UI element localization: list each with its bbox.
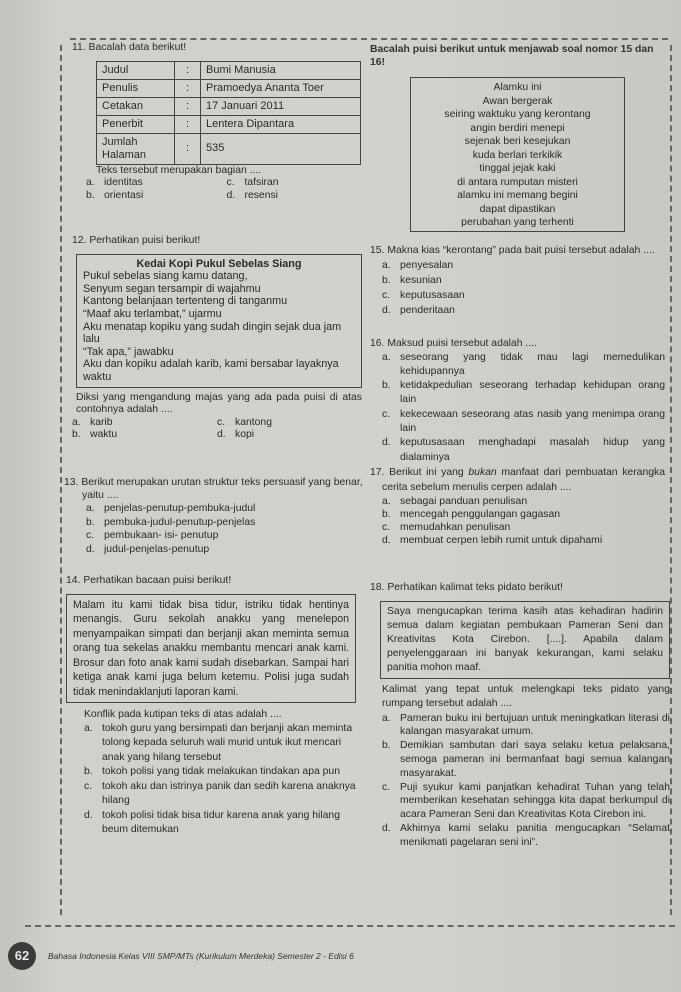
question-12 [72, 235, 362, 442]
option-a[interactable] [72, 417, 217, 430]
options [86, 502, 364, 556]
option-letter: a. [382, 712, 391, 724]
option-a[interactable] [382, 258, 665, 273]
poem-line: tinggal jejak kaki [479, 163, 556, 175]
option-c[interactable] [382, 408, 665, 437]
option-d[interactable] [86, 543, 364, 557]
option-text: Pameran buku ini bertujuan untuk meningkatkan literasi di kalangan masyarakat umum. [400, 712, 670, 738]
option-b[interactable] [72, 429, 217, 442]
question-13 [64, 477, 364, 556]
options [382, 495, 665, 547]
poem-line: Aku dan kopiku adalah karib, kami bersabar layaknya waktu [83, 358, 339, 383]
option-letter: c. [217, 416, 226, 428]
dashed-border-bottom [25, 925, 675, 927]
option-letter: d. [382, 437, 391, 449]
question-title: 12. Perhatikan puisi berikut! [72, 235, 201, 246]
field-label: Cetakan [97, 97, 175, 115]
option-c[interactable] [86, 529, 364, 543]
option-text: identitas [104, 177, 143, 189]
option-c[interactable] [84, 780, 356, 809]
poem-line: Pukul sebelas siang kamu datang, [83, 270, 248, 283]
option-text: keputusasaan [400, 289, 465, 301]
option-text: seseorang yang tidak mau lagi memedulikan kehidupannya [400, 351, 665, 377]
separator: : [175, 97, 201, 115]
option-letter: b. [382, 509, 391, 520]
option-letter: a. [382, 351, 391, 363]
options [72, 417, 362, 442]
poem-line: Aku menatap kopiku yang sudah dingin sejak dua jam lalu [83, 320, 342, 346]
option-letter: d. [382, 535, 391, 546]
option-text: kantong [235, 416, 272, 428]
option-letter: c. [84, 780, 93, 792]
field-label: Penulis [97, 79, 175, 97]
option-b[interactable] [84, 765, 356, 780]
option-letter: c. [382, 289, 391, 301]
poem-line: Alamku ini [493, 82, 542, 94]
option-letter: a. [72, 416, 81, 428]
poem-line: di antara rumputan misteri [457, 176, 578, 188]
option-letter: c. [382, 408, 391, 420]
question-title: 16. Maksud puisi tersebut adalah .... [370, 338, 537, 349]
options [86, 177, 367, 202]
option-text: penjelas-penutup-pembuka-judul [104, 503, 256, 515]
option-letter: b. [84, 766, 93, 778]
options [382, 258, 665, 318]
field-value: Pramoedya Ananta Toer [201, 79, 361, 97]
option-b[interactable] [382, 739, 670, 780]
option-text: Akhirnya kami selaku panitia mengucapkan “Selamat menikmati pagelaran seni ini”. [400, 822, 670, 848]
option-letter: d. [217, 429, 226, 441]
option-text: orientasi [104, 189, 144, 201]
poem-line: kuda berlari terkikik [472, 149, 563, 161]
question-title: 17. Berikut ini yang bukan manfaat dari pembuatan kerangka cerita sebelum menulis cerpen adalah .... [370, 467, 665, 493]
options [382, 712, 670, 850]
question-title: 11. Bacalah data berikut! [72, 42, 187, 53]
poem-line: seiring waktuku yang kerontang [444, 109, 591, 121]
question-15 [370, 245, 665, 318]
option-text: penderitaan [400, 304, 455, 316]
option-letter: b. [72, 429, 81, 441]
question-text: Diksi yang mengandung majas yang ada pada puisi di atas contohnya adalah .... [76, 391, 362, 416]
option-text: kekecewaan seseorang atas nasib yang menimpa orang lain [400, 408, 665, 435]
option-b[interactable] [382, 508, 665, 521]
option-d[interactable] [382, 436, 665, 465]
option-letter: a. [86, 503, 95, 515]
option-text: memudahkan penulisan [400, 522, 511, 533]
poem-line: Kantong belanjaan tertenteng di tanganmu [83, 295, 288, 308]
separator: : [175, 115, 201, 133]
option-letter: d. [86, 543, 95, 555]
option-c[interactable] [382, 288, 665, 303]
question-text: Konflik pada kutipan teks di atas adalah .... [84, 709, 282, 721]
page-number: 62 [8, 942, 36, 970]
question-16 [370, 338, 665, 465]
poem-title: Kedai Kopi Pukul Sebelas Siang [136, 257, 302, 270]
poem-line: angin berdiri menepi [470, 122, 565, 134]
field-label: Judul [97, 61, 175, 79]
option-d[interactable] [382, 822, 670, 850]
option-text: kesunian [400, 274, 442, 286]
poem-line: Awan bergerak [482, 95, 553, 107]
option-letter: b. [86, 516, 95, 528]
field-value: Bumi Manusia [201, 61, 361, 79]
option-c[interactable] [227, 177, 368, 190]
intro-15-16 [370, 44, 665, 232]
option-letter: b. [86, 189, 95, 201]
passage-box: Malam itu kami tidak bisa tidur, istriku tidak hentinya menangis. Guru sekolah anakku yang menelepon menyampaikan simpati dan berjanji akan meminta semua orang tua sekelas anakku membantu mencari anak kami. Brosur dan foto anak kami sudah disebarkan. Sampai hari ketiga anak kami juga belum ketemu. Polisi juga sudah tidak menindaklanjuti laporan kami. [66, 594, 356, 704]
option-text: tokoh polisi tidak bisa tidur karena anak yang hilang beum ditemukan [102, 809, 340, 836]
option-letter: c. [226, 177, 235, 189]
option-text: ketidakpedulian seseorang terhadap kehidupan orang lain [400, 380, 665, 406]
option-letter: a. [382, 496, 391, 507]
question-text: Teks tersebut merupakan bagian .... [96, 164, 262, 176]
option-letter: d. [382, 304, 391, 316]
option-letter: b. [382, 274, 391, 286]
option-letter: a. [382, 259, 391, 271]
question-11 [72, 42, 367, 202]
option-letter: c. [86, 530, 95, 542]
option-a[interactable] [382, 495, 665, 508]
options [382, 351, 665, 465]
field-value: Lentera Dipantara [201, 115, 361, 133]
option-text: keputusasaan menghadapi masalah hidup yang dialaminya [400, 437, 665, 463]
question-title: 15. Makna kias “kerontang” pada bait puisi tersebut adalah .... [370, 245, 655, 256]
table-row [97, 115, 361, 133]
option-text: Demikian sambutan dari saya selaku ketua pelaksana, semoga pameran ini bermanfaat bagi semua kalangan masyarakat. [400, 740, 670, 779]
option-d[interactable] [217, 429, 362, 442]
table-row [97, 133, 361, 164]
question-14 [66, 575, 356, 838]
instruction: Bacalah puisi berikut untuk menjawab soal nomor 15 dan 16! [370, 44, 654, 68]
dashed-border-left [60, 45, 62, 915]
option-a[interactable] [84, 722, 356, 766]
table-row [97, 97, 361, 115]
dashed-border-top [70, 38, 668, 40]
field-label: Jumlah Halaman [97, 133, 175, 164]
option-d[interactable] [227, 190, 368, 203]
option-letter: d. [382, 822, 391, 834]
options [84, 722, 356, 838]
question-text: Kalimat yang tepat untuk melengkapi teks pidato yang rumpang tersebut adalah .... [382, 683, 670, 710]
option-text: penyesalan [400, 259, 454, 271]
poem-line: dapat dipastikan [479, 203, 556, 215]
option-text: tokoh polisi yang tidak melakukan tindakan apa pun [102, 766, 340, 778]
question-title: 13. Berikut merupakan urutan struktur teks persuasif yang benar, yaitu .... [64, 477, 363, 501]
poem-line: sejenak beri kesejukan [464, 136, 571, 148]
poem-line: “Tak apa,” jawabku [83, 345, 174, 358]
option-letter: c. [382, 522, 391, 533]
option-letter: a. [84, 722, 93, 734]
poem-line: “Maaf aku terlambat,” ujarmu [83, 307, 222, 320]
separator: : [175, 133, 201, 164]
option-d[interactable] [382, 303, 665, 318]
option-b[interactable] [86, 190, 227, 203]
option-text: judul-penjelas-penutup [104, 543, 210, 555]
option-b[interactable] [382, 379, 665, 408]
book-data-table [96, 61, 361, 165]
field-label: Penerbit [97, 115, 175, 133]
option-text: pembukaan- isi- penutup [104, 530, 219, 542]
option-a[interactable] [382, 712, 670, 740]
option-b[interactable] [86, 516, 364, 530]
option-text: sebagai panduan penulisan [400, 496, 528, 507]
option-letter: d. [84, 809, 93, 821]
option-letter: a. [86, 177, 95, 189]
option-text: waktu [90, 429, 118, 441]
question-18 [370, 582, 670, 850]
option-b[interactable] [382, 273, 665, 288]
book-footer: Bahasa Indonesia Kelas VIII SMP/MTs (Kurikulum Merdeka) Semester 2 - Edisi 6 [48, 951, 354, 961]
poem-line: Senyum segan tersampir di wajahmu [83, 282, 261, 295]
option-c[interactable] [382, 521, 665, 534]
option-text: tokoh aku dan istrinya panik dan sedih karena anaknya hilang [102, 780, 356, 807]
separator: : [175, 61, 201, 79]
poem-line: perubahan yang terhenti [461, 217, 574, 229]
option-d[interactable] [382, 534, 665, 547]
option-c[interactable] [382, 781, 670, 822]
poem-line: alamku ini memang begini [457, 190, 578, 202]
option-text: tafsiran [244, 177, 279, 189]
option-letter: b. [382, 740, 391, 752]
option-a[interactable] [86, 502, 364, 516]
dashed-border-right [670, 45, 672, 915]
option-text: membuat cerpen lebih rumit untuk dipahami [400, 535, 603, 546]
option-text: resensi [244, 189, 278, 201]
field-value: 17 Januari 2011 [201, 97, 361, 115]
field-value: 535 [201, 133, 361, 164]
option-letter: d. [226, 189, 236, 201]
table-row [97, 61, 361, 79]
option-d[interactable] [84, 809, 356, 838]
question-17 [370, 466, 665, 547]
option-text: mencegah penggulangan gagasan [400, 509, 561, 520]
option-a[interactable] [382, 351, 665, 380]
question-title: 18. Perhatikan kalimat teks pidato berikut! [370, 582, 563, 593]
option-text: pembuka-judul-penutup-penjelas [104, 516, 256, 528]
table-row [97, 79, 361, 97]
option-letter: c. [382, 781, 391, 793]
option-text: Puji syukur kami panjatkan kehadirat Tuhan yang telah memberikan kesehatan sehingga kita dapat berkumpul di acara Pameran Seni dan Kreativitas Kota Cirebon ini. [400, 781, 670, 821]
option-text: karib [90, 416, 113, 428]
poem-box [410, 77, 625, 232]
option-a[interactable] [86, 177, 227, 190]
passage-box: Saya mengucapkan terima kasih atas kehadiran hadirin semua dalam kegiatan pembukaan Pameran Seni dan Kreativitas Kota Cirebon. [....]. Apabila dalam penyelenggaraan ini banyak kekurangan, kami selaku panitia mohon maaf. [380, 601, 670, 679]
poem-box [76, 254, 362, 388]
separator: : [175, 79, 201, 97]
question-title: 14. Perhatikan bacaan puisi berikut! [66, 575, 232, 586]
option-text: kopi [235, 429, 255, 441]
option-c[interactable] [217, 417, 362, 430]
option-letter: b. [382, 380, 391, 392]
option-text: tokoh guru yang bersimpati dan berjanji akan meminta tolong kepada seluruh wali murid untuk ikut mencari anak yang hilang tersebut [102, 722, 353, 763]
